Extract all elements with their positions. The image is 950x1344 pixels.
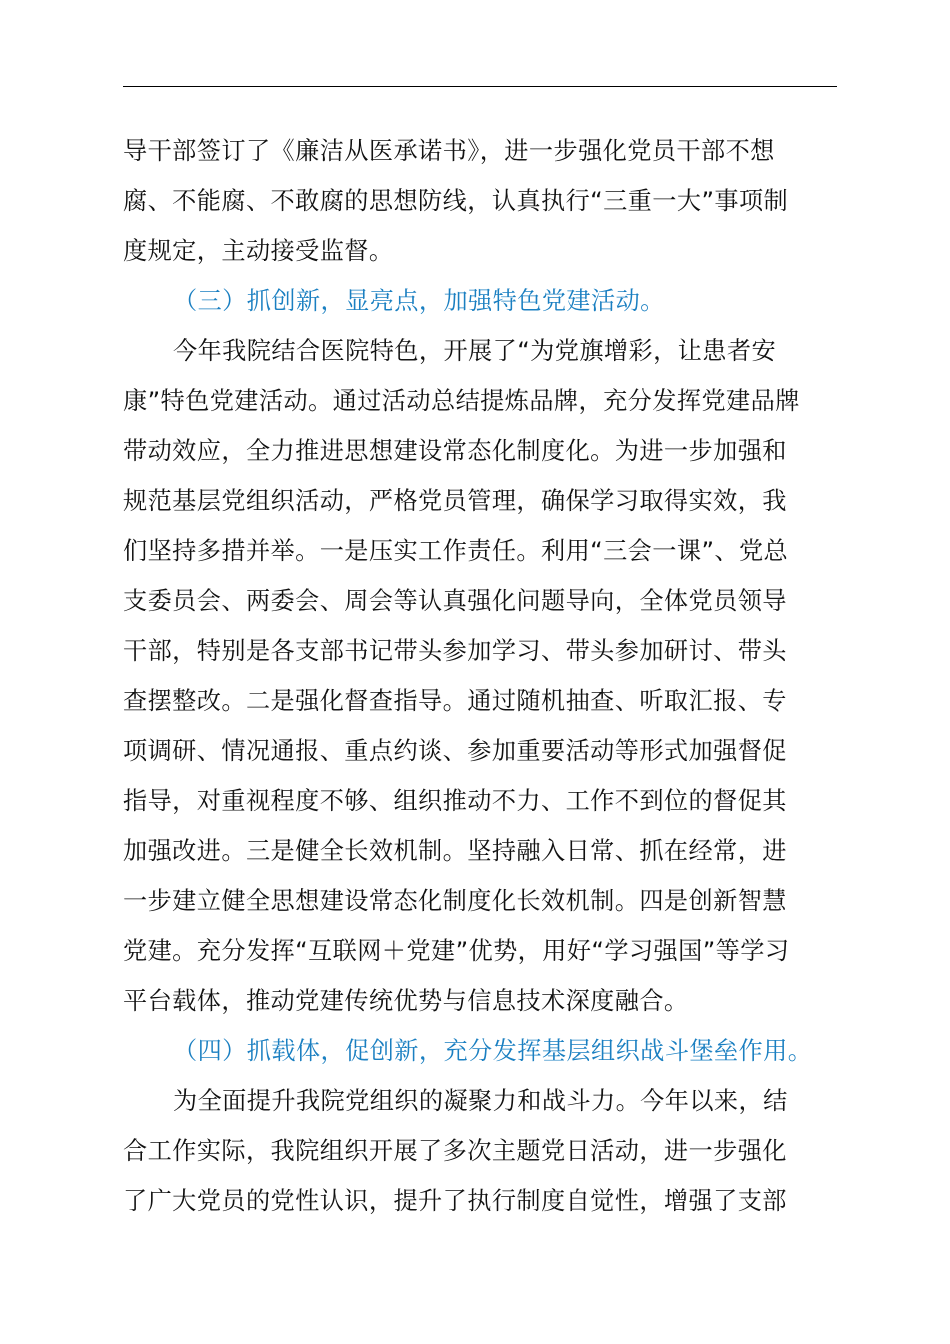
text-line: 党建。充分发挥“互联网＋党建”优势，用好“学习强国”等学习 — [123, 937, 790, 965]
header-rule — [123, 86, 837, 87]
text-line: 了广大党员的党性认识，提升了执行制度自觉性，增强了支部 — [123, 1187, 787, 1215]
text-line: 指导，对重视程度不够、组织推动不力、工作不到位的督促其 — [123, 787, 787, 815]
text-line: 干部，特别是各支部书记带头参加学习、带头参加研讨、带头 — [123, 637, 787, 665]
text-line: 平台载体，推动党建传统优势与信息技术深度融合。 — [123, 987, 689, 1015]
section-heading-4: （四）抓载体，促创新，充分发挥基层组织战斗堡垒作用。 — [173, 1037, 813, 1065]
text-line: 们坚持多措并举。一是压实工作责任。利用“三会一课”、党总 — [123, 537, 789, 565]
text-line: 规范基层党组织活动，严格党员管理，确保学习取得实效，我 — [123, 487, 787, 515]
text-line: 导干部签订了《廉洁从医承诺书》，进一步强化党员干部不想 — [123, 137, 775, 165]
text-line: 腐、不能腐、不敢腐的思想防线，认真执行“三重一大”事项制 — [123, 187, 789, 215]
paragraph-start: 为全面提升我院党组织的凝聚力和战斗力。今年以来，结 — [173, 1087, 788, 1115]
document-body — [123, 126, 837, 1226]
text-line: 查摆整改。二是强化督查指导。通过随机抽查、听取汇报、专 — [123, 687, 787, 715]
text-line: 康”特色党建活动。通过活动总结提炼品牌，充分发挥党建品牌 — [123, 387, 800, 415]
text-line: 带动效应，全力推进思想建设常态化制度化。为进一步加强和 — [123, 437, 787, 465]
text-line: 合工作实际，我院组织开展了多次主题党日活动，进一步强化 — [123, 1137, 787, 1165]
text-line: 支委员会、两委会、周会等认真强化问题导向，全体党员领导 — [123, 587, 787, 615]
text-line: 度规定，主动接受监督。 — [123, 237, 394, 265]
text-line: 加强改进。三是健全长效机制。坚持融入日常、抓在经常，进 — [123, 837, 787, 865]
text-line: 项调研、情况通报、重点约谈、参加重要活动等形式加强督促 — [123, 737, 787, 765]
paragraph-start: 今年我院结合医院特色，开展了“为党旗增彩，让患者安 — [173, 337, 777, 365]
section-heading-3: （三）抓创新，显亮点，加强特色党建活动。 — [173, 287, 665, 315]
text-line: 一步建立健全思想建设常态化制度化长效机制。四是创新智慧 — [123, 887, 787, 915]
